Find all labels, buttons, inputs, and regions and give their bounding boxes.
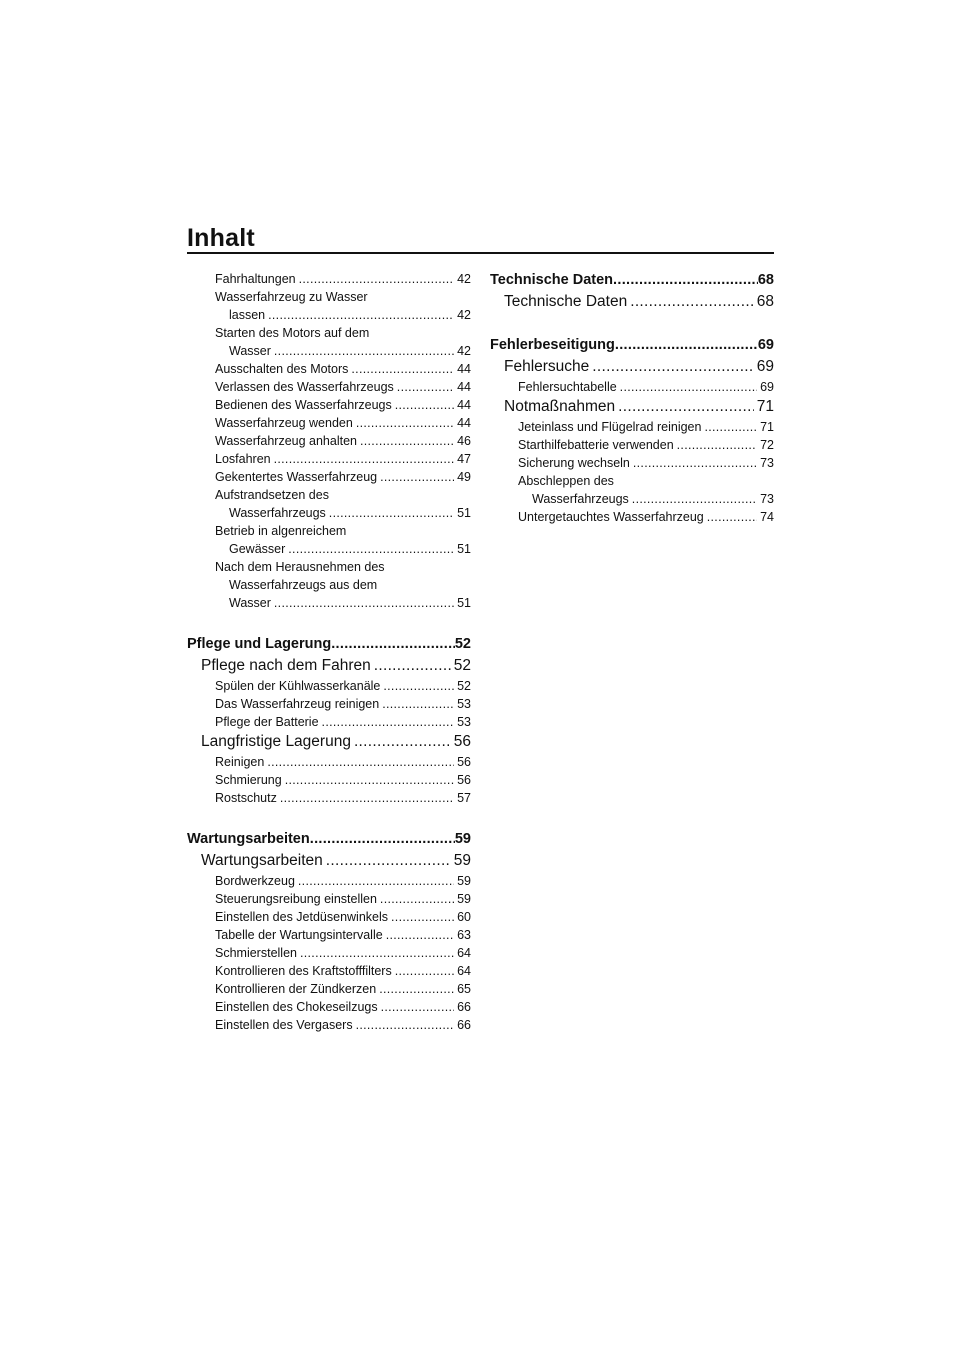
toc-entry[interactable]: Verlassen des Wasserfahrzeugs ..... 44 (187, 378, 471, 396)
toc-entry[interactable]: Untergetauchtes Wasserfahrzeug ..... 74 (490, 508, 774, 526)
toc-chapter-technische-daten[interactable]: Technische Daten ..... 68 (490, 270, 774, 291)
toc-left-column (187, 270, 471, 1034)
toc-entry[interactable]: Einstellen des Jetdüsenwinkels ..... 60 (187, 908, 471, 926)
toc-entry[interactable]: Wasserfahrzeug zu Wasser lassen ..... 42 (187, 288, 471, 324)
toc-entry[interactable]: Betrieb in algenreichem Gewässer ..... 51 (187, 522, 471, 558)
toc-entry[interactable]: Starten des Motors auf dem Wasser ..... 42 (187, 324, 471, 360)
toc-entry[interactable]: Schmierung ..... 56 (187, 771, 471, 789)
toc-entry[interactable]: Reinigen ..... 56 (187, 753, 471, 771)
toc-entry[interactable]: Kontrollieren des Kraftstofffilters ..... 64 (187, 962, 471, 980)
toc-entry[interactable]: Pflege der Batterie ..... 53 (187, 713, 471, 731)
toc-section[interactable]: Notmaßnahmen ..... 71 (490, 396, 774, 418)
title-rule (187, 252, 774, 254)
toc-right-column (490, 270, 774, 526)
toc-entry[interactable]: Starthilfebatterie verwenden ..... 72 (490, 436, 774, 454)
toc-entry[interactable]: Sicherung wechseln ..... 73 (490, 454, 774, 472)
toc-entry[interactable]: Rostschutz ..... 57 (187, 789, 471, 807)
toc-section[interactable]: Wartungsarbeiten ..... 59 (187, 850, 471, 872)
toc-entry[interactable]: Abschleppen des Wasserfahrzeugs ..... 73 (490, 472, 774, 508)
toc-entry[interactable]: Spülen der Kühlwasserkanäle ..... 52 (187, 677, 471, 695)
toc-entry[interactable]: Ausschalten des Motors ..... 44 (187, 360, 471, 378)
toc-entry[interactable]: Fehlersuchtabelle ..... 69 (490, 378, 774, 396)
toc-entry[interactable]: Einstellen des Chokeseilzugs ..... 66 (187, 998, 471, 1016)
toc-chapter-wartung[interactable]: Wartungsarbeiten ..... 59 (187, 829, 471, 850)
toc-entry[interactable]: Kontrollieren der Zündkerzen ..... 65 (187, 980, 471, 998)
toc-entry[interactable]: Nach dem Herausnehmen des Wasserfahrzeugs aus dem Wasser ..... 51 (187, 558, 471, 612)
toc-entry[interactable]: Aufstrandsetzen des Wasserfahrzeugs ..... 51 (187, 486, 471, 522)
toc-entry[interactable]: Bordwerkzeug ..... 59 (187, 872, 471, 890)
toc-section[interactable]: Fehlersuche ..... 69 (490, 356, 774, 378)
toc-entry[interactable]: Wasserfahrzeug wenden ..... 44 (187, 414, 471, 432)
toc-entry[interactable]: Losfahren ..... 47 (187, 450, 471, 468)
toc-entry[interactable]: Jeteinlass und Flügelrad reinigen ..... 71 (490, 418, 774, 436)
toc-entry[interactable]: Wasserfahrzeug anhalten ..... 46 (187, 432, 471, 450)
toc-chapter-fehlerbeseitigung[interactable]: Fehlerbeseitigung ..... 69 (490, 335, 774, 356)
toc-entry[interactable]: Steuerungsreibung einstellen ..... 59 (187, 890, 471, 908)
toc-entry[interactable]: Einstellen des Vergasers ..... 66 (187, 1016, 471, 1034)
toc-entry[interactable]: Schmierstellen ..... 64 (187, 944, 471, 962)
toc-entry[interactable]: Das Wasserfahrzeug reinigen ..... 53 (187, 695, 471, 713)
toc-section[interactable]: Pflege nach dem Fahren ..... 52 (187, 655, 471, 677)
toc-entry[interactable]: Tabelle der Wartungsintervalle ..... 63 (187, 926, 471, 944)
page-title: Inhalt (187, 224, 255, 252)
toc-section[interactable]: Technische Daten ..... 68 (490, 291, 774, 313)
toc-section[interactable]: Langfristige Lagerung ..... 56 (187, 731, 471, 753)
toc-entry[interactable]: Gekentertes Wasserfahrzeug ..... 49 (187, 468, 471, 486)
toc-entry[interactable]: Fahrhaltungen ..... 42 (187, 270, 471, 288)
toc-entry[interactable]: Bedienen des Wasserfahrzeugs ..... 44 (187, 396, 471, 414)
toc-chapter-pflege[interactable]: Pflege und Lagerung ..... 52 (187, 634, 471, 655)
